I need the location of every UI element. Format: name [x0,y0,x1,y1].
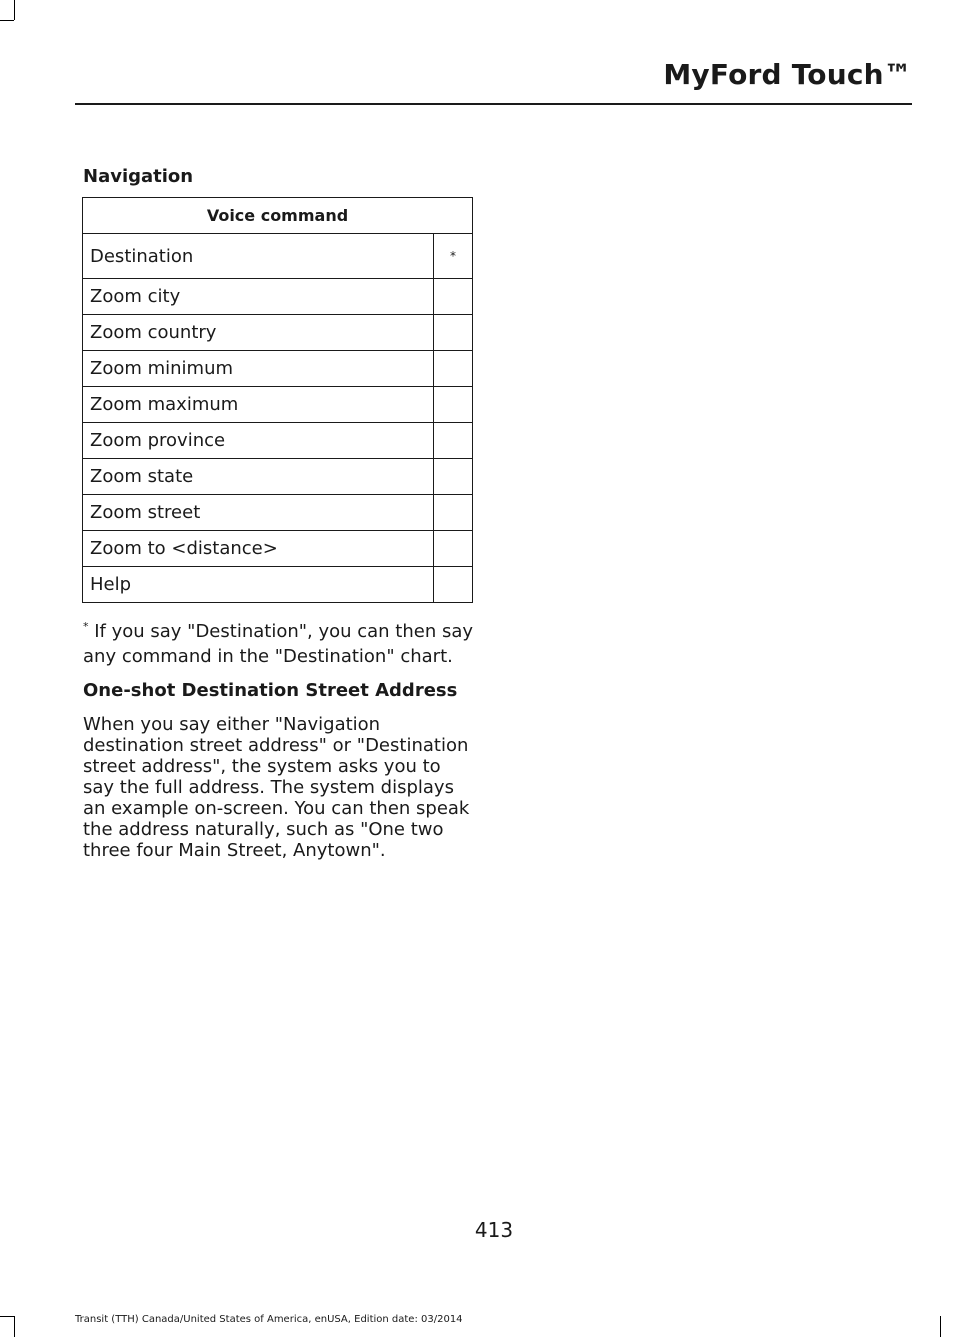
command-cell: Zoom minimum [83,351,434,387]
header-divider [75,103,912,105]
note-cell [434,531,473,567]
command-cell: Zoom province [83,423,434,459]
note-cell [434,423,473,459]
footnote-text: If you say "Destination", you can then say any command in the "Destination" chart. [83,621,474,667]
subsection-title: One-shot Destination Street Address [83,680,458,701]
voice-command-table [82,197,473,603]
crop-mark [14,1316,15,1337]
table-header: Voice command [83,198,473,234]
note-cell [434,567,473,603]
crop-mark [0,20,14,21]
note-cell [434,459,473,495]
body-paragraph: When you say either "Navigation destination street address" or "Destination street address", the system asks you to say the full address. The system displays an example on-screen. You can then speak the address naturally, such as "One two three four Main Street, Anytown". [83,714,470,861]
page-header-title: MyFord Touch™ [663,58,912,91]
table-row [83,531,473,567]
command-cell: Zoom maximum [83,387,434,423]
table-row [83,567,473,603]
command-cell: Help [83,567,434,603]
command-cell: Zoom city [83,279,434,315]
command-cell: Zoom street [83,495,434,531]
command-cell: Zoom to <distance> [83,531,434,567]
edition-footer: Transit (TTH) Canada/United States of America, enUSA, Edition date: 03/2014 [75,1314,463,1325]
table-row [83,423,473,459]
table-row [83,387,473,423]
command-cell: Destination [83,234,434,279]
note-cell [434,495,473,531]
table-row [83,495,473,531]
page-number: 413 [474,1218,514,1242]
note-cell [434,315,473,351]
table-row [83,234,473,279]
crop-mark [14,0,15,20]
footnote-marker: * [83,620,89,633]
command-cell: Zoom state [83,459,434,495]
crop-mark [940,1316,941,1337]
command-cell: Zoom country [83,315,434,351]
table-row [83,315,473,351]
table-footnote [83,614,475,669]
note-cell: * [434,234,473,279]
table-row [83,459,473,495]
note-cell [434,387,473,423]
note-cell [434,351,473,387]
note-cell [434,279,473,315]
table-row [83,279,473,315]
table-row [83,351,473,387]
crop-mark [0,1316,14,1317]
section-title: Navigation [83,166,194,187]
